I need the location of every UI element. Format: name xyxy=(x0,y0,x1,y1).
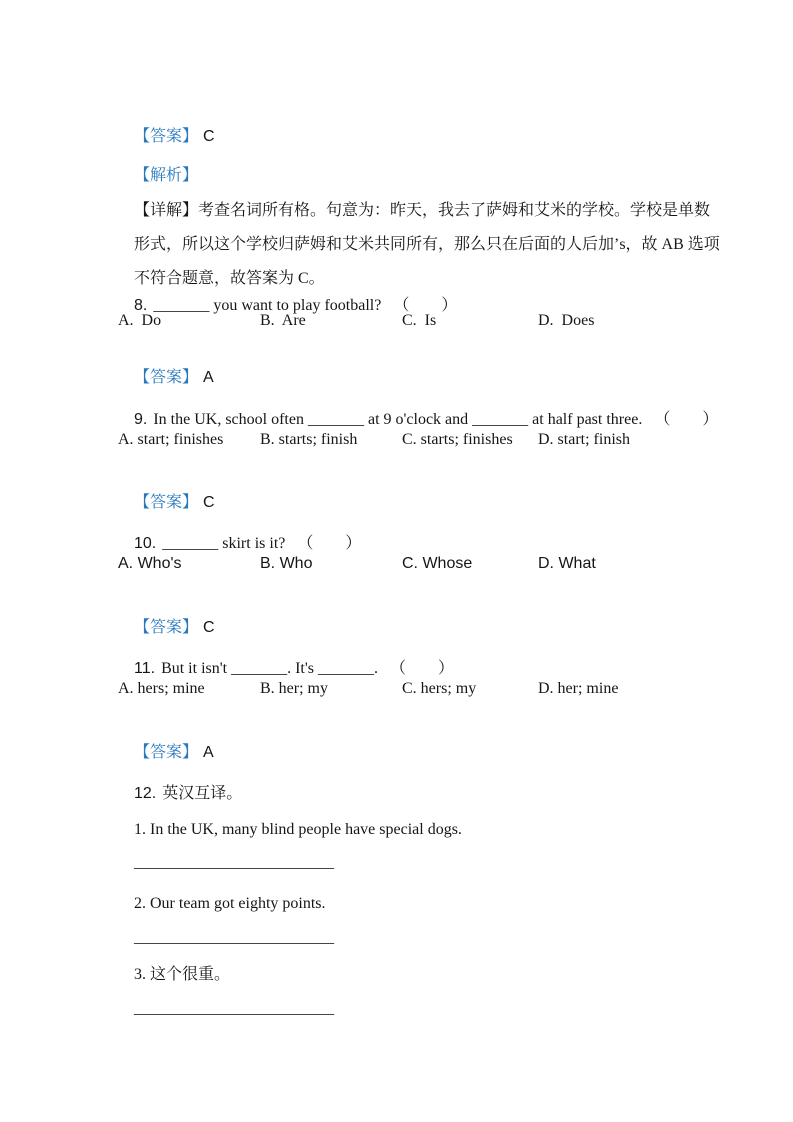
answer-bracket: （ ） xyxy=(297,535,362,552)
answer-value: C xyxy=(203,128,215,145)
option-c: C. starts; finishes xyxy=(402,431,513,448)
option-d: D. start; finish xyxy=(538,431,630,448)
translation-sentence: 2. Our team got eighty points. xyxy=(134,895,326,912)
answer-label: 【答案】 xyxy=(134,744,199,761)
option-c: C. Is xyxy=(402,312,437,329)
answer-label: 【答案】 xyxy=(134,494,199,511)
answer-bracket: （ ） xyxy=(389,660,454,677)
answer-value: C xyxy=(203,619,215,636)
blank-underline: _________________________ xyxy=(134,1000,334,1017)
option-d: D. What xyxy=(538,555,596,572)
answer-value: A xyxy=(203,744,214,761)
question-text: But it isn't _______. It's _______. xyxy=(161,660,378,677)
question-text: _______ you want to play football? xyxy=(153,297,382,314)
question-11-options xyxy=(118,678,738,700)
answer-label: 【答案】 xyxy=(134,369,199,386)
option-a: A. hers; mine xyxy=(118,680,205,697)
option-a: A. Do xyxy=(118,312,162,329)
answer-label: 【答案】 xyxy=(134,128,199,145)
question-title: 英汉互译。 xyxy=(162,785,243,802)
answer-bracket: （ ） xyxy=(393,297,458,314)
question-number: 11. xyxy=(134,660,156,677)
option-b: B. Who xyxy=(260,555,313,572)
option-b: B. her; my xyxy=(260,680,328,697)
question-text: In the UK, school often _______ at 9 o'clock and _______ at half past three. xyxy=(153,411,643,428)
question-number: 8. xyxy=(134,297,148,314)
option-c: C. hers; my xyxy=(402,680,477,697)
question-text: _______ skirt is it? xyxy=(162,535,286,552)
answer-bracket: （ ） xyxy=(654,411,719,428)
detail-text: 形式，所以这个学校归萨姆和艾米共同所有，那么只在后面的人后加’s，故 AB 选项 xyxy=(134,236,720,253)
option-b: B. starts; finish xyxy=(260,431,358,448)
answer-label: 【答案】 xyxy=(134,619,199,636)
blank-underline: _________________________ xyxy=(134,929,334,946)
question-9-options xyxy=(118,429,738,451)
option-c: C. Whose xyxy=(402,555,473,572)
question-8-options xyxy=(118,310,738,332)
detail-text: 【详解】考查名词所有格。句意为：昨天，我去了萨姆和艾米的学校。学校是单数 xyxy=(134,202,711,219)
blank-underline: _________________________ xyxy=(134,854,334,871)
answer-value: C xyxy=(203,494,215,511)
option-b: B. Are xyxy=(260,312,306,329)
question-number: 10. xyxy=(134,535,157,552)
translation-sentence: 1. In the UK, many blind people have special dogs. xyxy=(134,821,462,838)
option-d: D. Does xyxy=(538,312,595,329)
translation-sentence: 3. 这个很重。 xyxy=(134,966,231,983)
answer-blank-line-3 xyxy=(118,977,334,1040)
option-a: A. Who's xyxy=(118,555,182,572)
answer-value: A xyxy=(203,369,214,386)
option-a: A. start; finishes xyxy=(118,431,224,448)
question-number: 12. xyxy=(134,785,157,802)
option-d: D. her; mine xyxy=(538,680,619,697)
question-number: 9. xyxy=(134,411,148,428)
analysis-label: 【解析】 xyxy=(134,167,199,184)
detail-text: 不符合题意，故答案为 C。 xyxy=(134,270,325,287)
question-10-options xyxy=(118,553,738,575)
